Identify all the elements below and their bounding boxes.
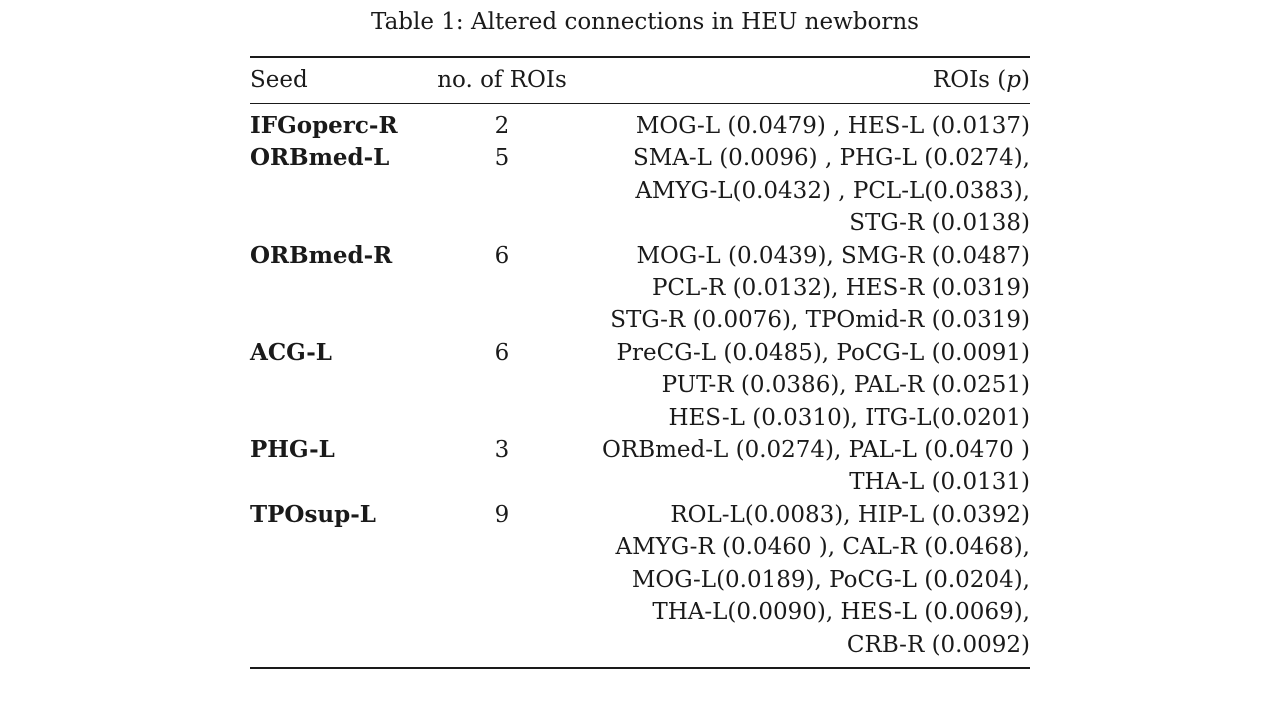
- header-rois-suffix: ): [1021, 67, 1030, 93]
- table-row: [250, 175, 1030, 207]
- rois-cell: PCL-R (0.0132), HES-R (0.0319): [651, 275, 1030, 302]
- header-rois: [570, 58, 1030, 103]
- seed-cell: PHG-L: [250, 436, 335, 464]
- seed-cell: [250, 402, 430, 434]
- num-rois-cell: [430, 629, 570, 661]
- bottom-rule: [250, 667, 1030, 669]
- table-row: [250, 434, 1030, 466]
- seed-cell: IFGoperc-R: [250, 112, 398, 139]
- results-table: [250, 56, 1030, 669]
- rois-cell: MOG-L (0.0479) , HES-L (0.0137): [635, 113, 1030, 139]
- table-row: [250, 402, 1030, 434]
- table-row: [250, 304, 1030, 336]
- header-row: [250, 58, 1030, 103]
- num-rois-cell: [430, 596, 570, 628]
- rois-cell: AMYG-R (0.0460 ), CAL-R (0.0468),: [615, 534, 1030, 561]
- seed-cell: [250, 564, 430, 596]
- seed-cell: [250, 175, 430, 207]
- table-row: [250, 110, 1030, 142]
- table-row: [250, 337, 1030, 369]
- table-row: [250, 564, 1030, 596]
- table-row: [250, 369, 1030, 401]
- rois-cell: PreCG-L (0.0485), PoCG-L (0.0091): [616, 339, 1030, 366]
- table-body: [250, 104, 1030, 667]
- rois-cell: MOG-L(0.0189), PoCG-L (0.0204),: [631, 566, 1030, 593]
- num-rois-cell: [430, 402, 570, 434]
- header-seed: Seed: [250, 67, 308, 93]
- num-rois-cell: 9: [494, 501, 510, 528]
- seed-cell: [250, 304, 430, 336]
- num-rois-cell: 2: [494, 113, 510, 139]
- header-rois-p: p: [1006, 67, 1022, 93]
- seed-cell: ACG-L: [250, 338, 332, 366]
- seed-cell: ORBmed-R: [250, 241, 393, 269]
- rois-cell: THA-L(0.0090), HES-L (0.0069),: [652, 599, 1030, 626]
- rois-cell: PUT-R (0.0386), PAL-R (0.0251): [661, 372, 1030, 399]
- num-rois-cell: [430, 304, 570, 336]
- seed-cell: [250, 531, 430, 563]
- rois-cell: HES-L (0.0310), ITG-L(0.0201): [668, 404, 1030, 431]
- num-rois-cell: 6: [494, 339, 510, 366]
- header-num-rois: no. of ROIs: [437, 67, 567, 93]
- num-rois-cell: [430, 207, 570, 239]
- table-row: [250, 207, 1030, 239]
- rois-cell: MOG-L (0.0439), SMG-R (0.0487): [636, 242, 1030, 269]
- rois-cell: STG-R (0.0138): [849, 210, 1030, 237]
- table-row: [250, 272, 1030, 304]
- table-row: [250, 629, 1030, 661]
- rois-cell: CRB-R (0.0092): [846, 631, 1030, 658]
- table-row: [250, 596, 1030, 628]
- table-row: [250, 240, 1030, 272]
- table-row: [250, 499, 1030, 531]
- num-rois-cell: [430, 531, 570, 563]
- table-caption: Table 1: Altered connections in HEU newborns: [371, 9, 919, 35]
- seed-cell: [250, 596, 430, 628]
- seed-cell: ORBmed-L: [250, 144, 390, 172]
- rois-cell: THA-L (0.0131): [849, 469, 1030, 496]
- num-rois-cell: [430, 564, 570, 596]
- num-rois-cell: [430, 466, 570, 498]
- rois-cell: ROL-L(0.0083), HIP-L (0.0392): [670, 501, 1030, 528]
- rois-cell: AMYG-L(0.0432) , PCL-L(0.0383),: [635, 177, 1030, 204]
- seed-cell: [250, 369, 430, 401]
- table-row: [250, 531, 1030, 563]
- seed-cell: [250, 629, 430, 661]
- table-row: [250, 466, 1030, 498]
- num-rois-cell: 5: [494, 145, 510, 172]
- seed-cell: [250, 466, 430, 498]
- rois-cell: STG-R (0.0076), TPOmid-R (0.0319): [610, 307, 1030, 334]
- seed-cell: [250, 207, 430, 239]
- num-rois-cell: 3: [494, 437, 510, 464]
- num-rois-cell: 6: [494, 242, 510, 269]
- header-rois-prefix: ROIs (: [932, 67, 1007, 93]
- rois-cell: SMA-L (0.0096) , PHG-L (0.0274),: [632, 145, 1030, 172]
- num-rois-cell: [430, 175, 570, 207]
- num-rois-cell: [430, 369, 570, 401]
- seed-cell: [250, 272, 430, 304]
- rois-cell: ORBmed-L (0.0274), PAL-L (0.0470 ): [602, 437, 1030, 464]
- table-row: [250, 142, 1030, 174]
- seed-cell: TPOsup-L: [250, 500, 376, 528]
- num-rois-cell: [430, 272, 570, 304]
